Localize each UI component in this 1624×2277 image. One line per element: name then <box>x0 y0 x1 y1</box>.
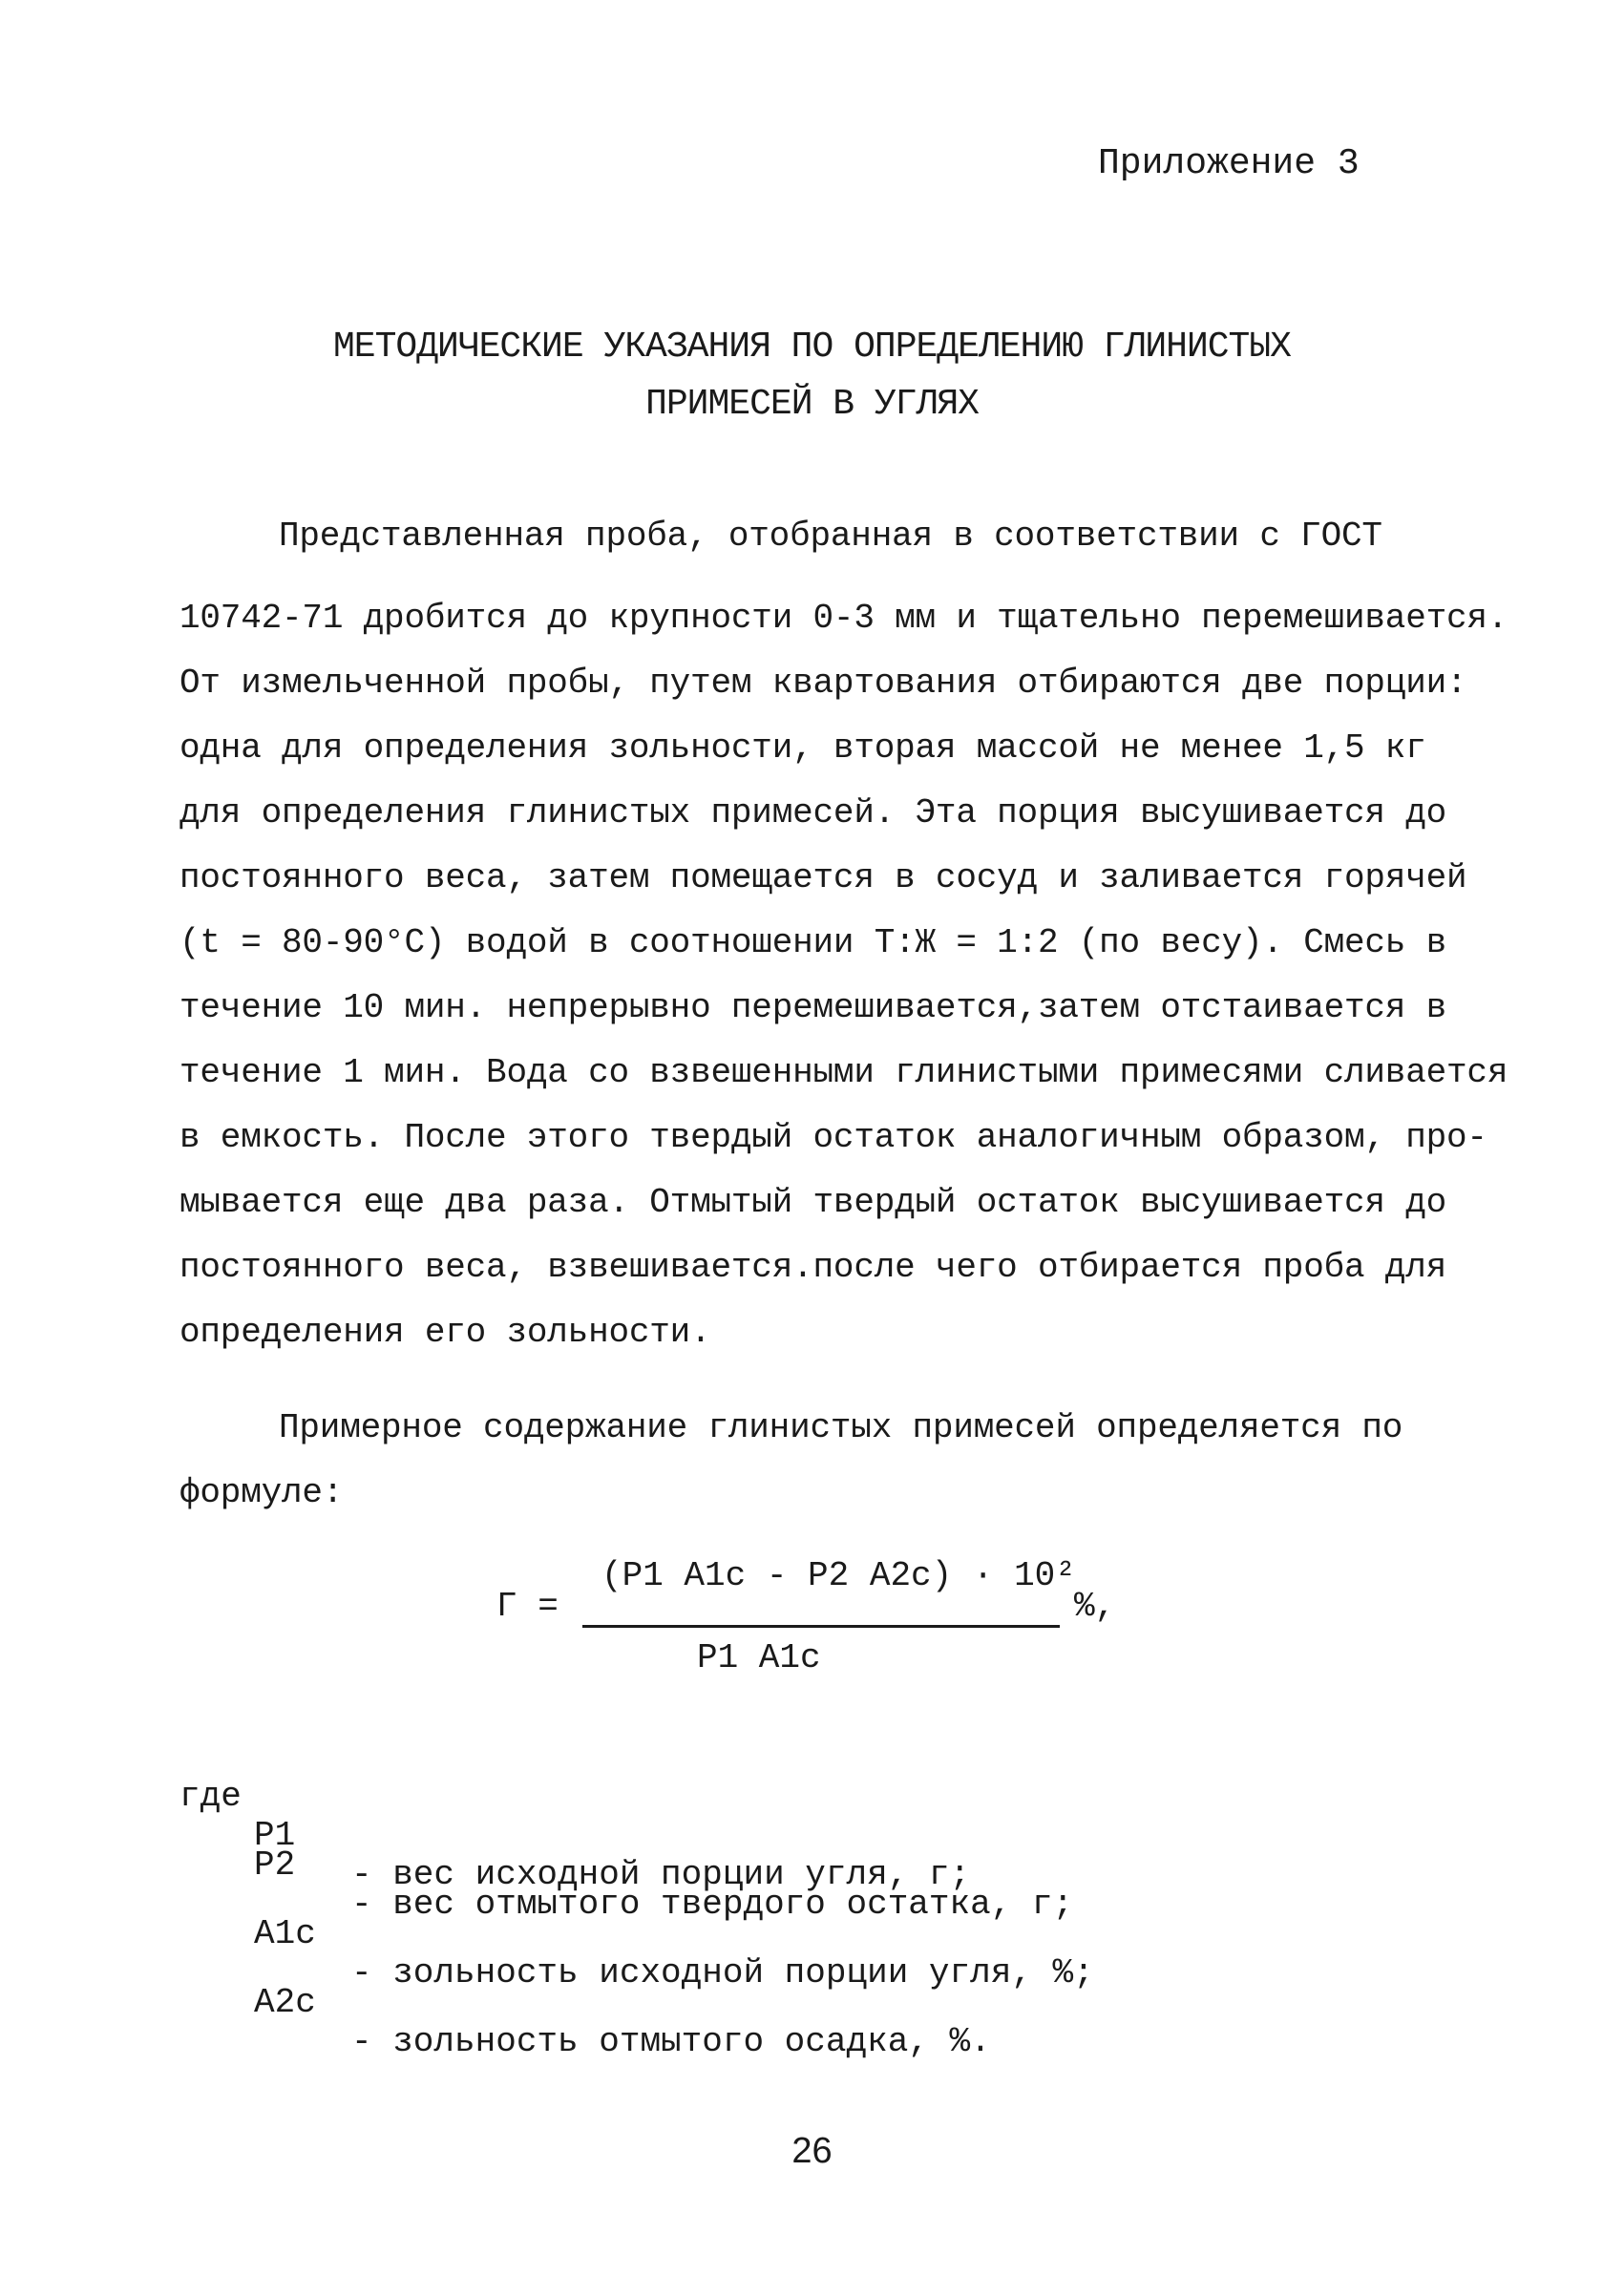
legend-description: - вес отмытого твердого остатка, г; <box>351 1885 1074 1924</box>
legend-description: - зольность исходной порции угля, %; <box>351 1953 1094 1992</box>
legend-symbol: A1c <box>254 1914 316 1953</box>
paragraph-line: для определения глинистых примесей. Эта порция высушивается до <box>179 793 1447 833</box>
paragraph-line: течение 10 мин. непрерывно перемешивается,затем отстаивается в <box>179 988 1447 1027</box>
paragraph-line: Примерное содержание глинистых примесей определяется по <box>279 1408 1403 1447</box>
paragraph-line: 10742-71 дробится до крупности 0-3 мм и тщательно перемешивается. <box>179 599 1508 638</box>
paragraph-line: определения его зольности. <box>179 1313 711 1352</box>
formula <box>496 1547 1165 1699</box>
paragraph-method <box>179 504 1508 1365</box>
paragraph-line: (t = 80-90°C) водой в соотношении Т:Ж = 1:2 (по весу). Смесь в <box>179 923 1447 962</box>
legend-description: - вес исходной порции угля, г; <box>351 1855 971 1894</box>
paragraph-line: одна для определения зольности, вторая массой не менее 1,5 кг <box>179 728 1426 768</box>
paragraph-line: в емкость. После этого твердый остаток аналогичным образом, про- <box>179 1118 1487 1157</box>
legend-symbol: A2c <box>254 1983 316 2022</box>
formula-lhs: Г = <box>496 1587 559 1626</box>
paragraph-formula-intro <box>179 1396 1497 1526</box>
paragraph-line: постоянного веса, затем помещается в сосуд и заливается горячей <box>179 858 1467 897</box>
title-line-1: МЕТОДИЧЕСКИЕ УКАЗАНИЯ ПО ОПРЕДЕЛЕНИЮ ГЛИНИСТЫХ <box>333 327 1291 368</box>
legend-symbol: P2 <box>254 1845 296 1885</box>
formula-denominator: P1 A1c <box>697 1638 821 1677</box>
formula-numerator: (P1 A1c - P2 A2c) · 10² <box>601 1556 1076 1595</box>
paragraph-line: течение 1 мин. Вода со взвешенными глинистыми примесями сливается <box>179 1053 1508 1092</box>
page-number: 26 <box>791 2131 833 2171</box>
fraction-bar <box>582 1625 1060 1628</box>
appendix-label: Приложение 3 <box>1098 143 1360 184</box>
paragraph-line: От измельченной пробы, путем квартования отбираются две порции: <box>179 664 1467 703</box>
legend-description: - зольность отмытого осадка, %. <box>351 2022 991 2061</box>
formula-unit: %, <box>1074 1587 1116 1626</box>
legend-symbol: P1 <box>254 1816 296 1855</box>
paragraph-line: формуле: <box>179 1473 344 1512</box>
paragraph-line: Представленная проба, отобранная в соответствии с ГОСТ <box>279 517 1382 556</box>
legend-lead: где <box>179 1777 242 1816</box>
title-line-2: ПРИМЕСЕЙ В УГЛЯХ <box>645 384 979 425</box>
variable-legend <box>179 1738 1094 2061</box>
paragraph-line: мывается еще два раза. Отмытый твердый остаток высушивается до <box>179 1183 1447 1222</box>
paragraph-line: постоянного веса, взвешивается.после чего отбирается проба для <box>179 1248 1447 1287</box>
